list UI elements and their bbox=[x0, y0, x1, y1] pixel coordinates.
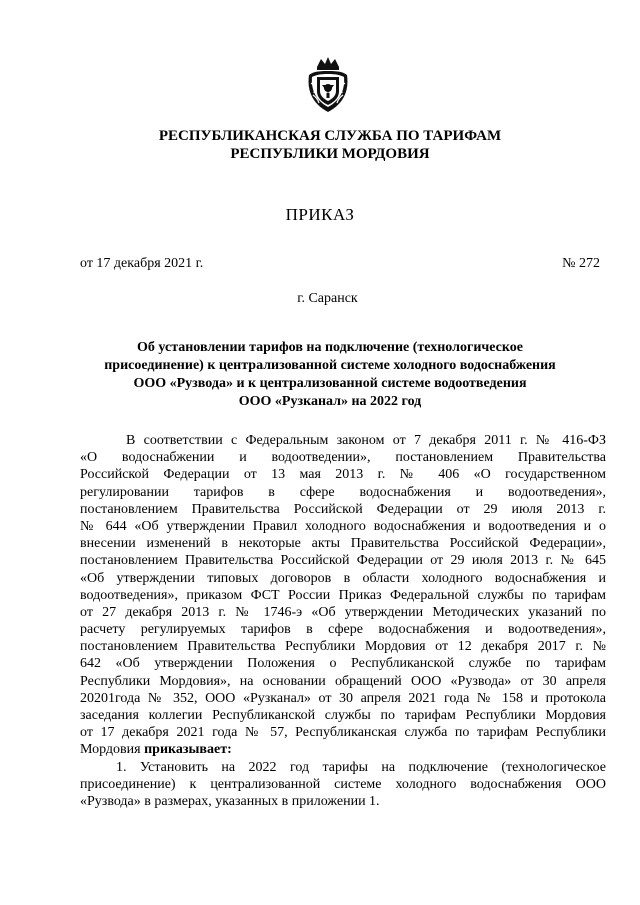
item1-line: присоединение) к централизованной системе холодного водоснабжения ООО bbox=[80, 776, 606, 792]
document-type: ПРИКАЗ bbox=[285, 205, 355, 224]
preamble-line: Российской Федерации от 13 мая 2013 г. № 406 «О государственном bbox=[80, 467, 606, 483]
organization-name-line1: РЕСПУБЛИКАНСКАЯ СЛУЖБА ПО ТАРИФАМ bbox=[158, 128, 502, 144]
document-title-line4: ООО «Рузканал» на 2022 год bbox=[238, 394, 422, 409]
preamble-line: № 644 «Об утверждении Правил холодного водоснабжения и водоотведения и о bbox=[80, 518, 606, 534]
preamble-line: Республики Мордовия», на основании обращений ООО «Рузвода» от 30 апреля bbox=[80, 673, 606, 689]
preamble-line: В соответствии с Федеральным законом от 7 декабря 2011 г. № 416-ФЗ bbox=[126, 433, 606, 448]
preamble-line: регулировании тарифов в сфере водоснабжения и водоотведения», bbox=[80, 484, 606, 500]
preamble-line: от 17 декабря 2021 года № 57, Республиканская служба по тарифам Республики bbox=[80, 725, 606, 741]
document-date: от 17 декабря 2021 г. bbox=[80, 256, 204, 271]
preamble-line: 20201года № 352, ООО «Рузканал» от 30 апреля 2021 года № 158 и протокола bbox=[80, 690, 606, 706]
preamble-line: постановлением Правительства Российской Федерации от 29 июля 2013 г. bbox=[80, 501, 606, 517]
organization-name-line2: РЕСПУБЛИКИ МОРДОВИЯ bbox=[230, 146, 430, 162]
preamble-last-line-prefix: Мордовия bbox=[80, 742, 145, 758]
document-title-line3: ООО «Рузвода» и к централизованной системе водоотведения bbox=[133, 376, 527, 391]
document-title-line1: Об установлении тарифов на подключение (технологическое bbox=[137, 340, 523, 355]
document-title-line2: присоединение) к централизованной системе холодного водоснабжения bbox=[104, 358, 556, 373]
preamble-line: «О водоснабжении и водоотведении», постановлением Правительства bbox=[80, 450, 606, 466]
preamble-line: от 27 декабря 2013 г. № 1746-э «Об утверждении Методических указаний по bbox=[80, 604, 606, 620]
preamble-line: постановлением Правительства Российской Федерации от 29 июля 2013 г. № 645 bbox=[80, 553, 606, 569]
preamble-line: 642 «Об утверждении Положения о Республиканской службе по тарифам bbox=[80, 656, 606, 672]
document-body bbox=[80, 432, 606, 810]
preamble-last-line bbox=[80, 741, 606, 758]
item1-line: «Рузвода» в размерах, указанных в приложении 1. bbox=[80, 793, 380, 809]
preamble-line: постановлением Правительства Республики Мордовия от 12 декабря 2017 г. № bbox=[80, 639, 606, 655]
preamble-line: внесении изменений в некоторые акты Правительства Российской Федерации», bbox=[80, 536, 606, 552]
order-verb: приказывает: bbox=[144, 742, 232, 758]
preamble-line: водоотведения», приказом ФСТ России Приказ Федеральной службы по тарифам bbox=[80, 587, 606, 603]
preamble-line: расчету регулируемых тарифов в сфере водоснабжения и водоотведения», bbox=[80, 622, 606, 638]
item1-line: 1. Установить на 2022 год тарифы на подключение (технологическое bbox=[116, 759, 606, 775]
preamble-line: заседания коллегии Республиканской службы по тарифам Республики Мордовия bbox=[80, 708, 606, 723]
document-city: г. Саранск bbox=[297, 291, 358, 306]
coat-of-arms-emblem-icon bbox=[303, 55, 353, 115]
preamble-line: «Об утверждении типовых договоров в области холодного водоснабжения и bbox=[80, 570, 606, 586]
document-number: № 272 bbox=[562, 256, 600, 271]
